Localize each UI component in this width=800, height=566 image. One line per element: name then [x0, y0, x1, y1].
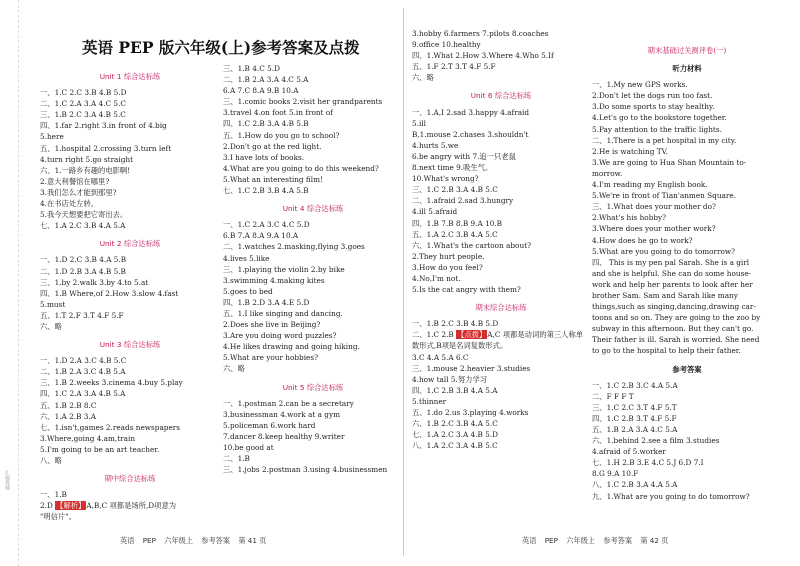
answer-line: 五、1.B 2.B 8.C — [40, 400, 97, 410]
answer-line: 2.Don't let the dogs run too fast. — [592, 91, 713, 101]
answer-line: 5.Pay attention to the traffic lights. — [592, 124, 722, 134]
answer-line: "明信片"。 — [40, 512, 76, 522]
answer-line: 一、1.B 2.C 3.B 4.B 5.D — [412, 319, 499, 329]
answer-line: 一、1.D 2.A 3.C 4.B 5.C — [40, 356, 127, 366]
answer-line: 六、略 — [412, 73, 434, 83]
answer-line: 五、1.I like singing and dancing. — [223, 308, 343, 318]
answer-line: 5.我今天想要把它寄出去。 — [40, 210, 128, 220]
footer-grade: 六年级上 — [566, 536, 595, 545]
answer-line: 一、1.C 2.A 3.C 4.C 5.D — [223, 220, 310, 230]
answer-line: to go to the hospital to help their father. — [592, 346, 741, 356]
side-note: 汇编教辅 — [4, 470, 10, 490]
answer-line-annotated — [412, 329, 590, 340]
answer-line: 4.turn right 5.go straight — [40, 154, 134, 164]
answer-line: 2.What's his hobby? — [592, 213, 667, 223]
answer-line: 4.afraid of 5.worker — [592, 447, 666, 457]
answer-line: 二、1.B 2.A 3.A 4.C 5.A — [223, 75, 309, 85]
answer-line: brother Sam. Sam and Sarah like many — [592, 290, 738, 300]
answer-line: 3.Do some sports to stay healthy. — [592, 102, 715, 112]
answer-line: 5.here — [40, 132, 64, 142]
answer-line: 二、F F F T — [592, 391, 634, 401]
answer-line: 3.swimming 4.making kites — [223, 275, 325, 285]
answer-line: 8.G 9.A 10.F — [592, 469, 639, 479]
answer-line: 3.我们怎么才能到那里? — [40, 187, 117, 197]
answer-line: 四、1.C 2.B 3.A 4.B 5.B — [223, 119, 309, 129]
answer-line: 五、1.How do you go to school? — [223, 130, 340, 140]
footer-subject: 英语 — [522, 536, 537, 545]
answer-line: 三、1.B 2.C 3.A 4.B 5.C — [40, 110, 126, 120]
answer-line: 七、1.A 2.C 3.B 4.A 5.A — [40, 221, 126, 231]
answer-line: 二、1.B — [223, 454, 250, 464]
answer-line: 10.be good at — [223, 443, 274, 452]
answer-line: 一、1.B — [40, 490, 67, 500]
answer-line: 一、1.D 2.C 3.B 4.A 5.B — [40, 255, 127, 265]
answer-line: 2.Does she live in Beijing? — [223, 320, 321, 330]
answer-line: things,such as singing,dancing,drawing car- — [592, 302, 756, 312]
answer-line: and she is helpful. She can do some house- — [592, 268, 752, 278]
answer-line: 5.ill — [412, 118, 426, 128]
answer-line: 4.ill 5.afraid — [412, 207, 458, 217]
answer-line: 二、1.watches 2.masking,flying 3.goes — [223, 242, 365, 252]
answer-line: 3.hobby 6.farmers 7.pilots 8.coaches — [412, 29, 549, 38]
answer-line: subway in this afternoon. But they can't go. — [592, 324, 754, 334]
footer-page: 第 41 页 — [238, 536, 267, 545]
footer-grade: 六年级上 — [164, 536, 193, 545]
subsection-heading: 参考答案 — [672, 364, 702, 374]
answer-line: 四、1.C 2.B 3.T 4.F 5.F — [592, 413, 677, 423]
answer-line: toons and so on. They are going to the zoo by — [592, 313, 761, 323]
answer-line: 三、1.What does your mother do? — [592, 202, 716, 212]
answer-line: 四、1.far 2.right 3.in front of 4.big — [40, 121, 167, 131]
section-heading: Unit 4 综合达标练 — [282, 204, 344, 214]
answer-line: 五、1.A 2.C 3.B 4.A 5.C — [412, 229, 498, 239]
answer-line: 3.Where,going 4.am,train — [40, 433, 136, 443]
answer-line: 二、1.afraid 2.sad 3.hungry — [412, 196, 514, 206]
answer-line: 五、1.hospital 2.crossing 3.turn left — [40, 143, 172, 153]
subsection-heading: 听力材料 — [672, 64, 702, 74]
column-3 — [412, 28, 590, 451]
answer-line-annotated — [40, 500, 220, 511]
answer-line: 二、1.C 2.A 3.A 4.C 5.C — [40, 99, 126, 109]
footer-kind: 参考答案 — [603, 536, 633, 545]
answer-line: 一、1.C 2.C 3.B 4.B 5.D — [40, 88, 127, 98]
answer-line: 5.What are your hobbies? — [223, 353, 319, 363]
footer-page: 第 42 页 — [640, 536, 669, 545]
answer-line: 7.dancer 8.keep healthy 9.writer — [223, 431, 345, 441]
section-heading: 期中综合达标练 — [104, 474, 156, 484]
answer-line: 4.lives 5.like — [223, 253, 270, 263]
answer-line: 9.office 10.healthy — [412, 40, 481, 50]
answer-line: 5.goes to bed — [223, 286, 273, 296]
answer-line: 6.be angry with 7.追一只老鼠 — [412, 151, 516, 161]
answer-line: 八、1.C 2.B 3.A 4.A 5.A — [592, 480, 678, 490]
answer-line: 3.Where does your mother work? — [592, 224, 716, 234]
answer-line: 4.I'm reading my English book. — [592, 180, 708, 190]
footer-edition: PEP — [142, 536, 156, 545]
answer-line: 六、1.一路乡有趣的电影啊! — [40, 165, 131, 175]
answer-line: 3.Are you doing word puzzles? — [223, 331, 337, 341]
answer-line: 六、1.A 2.B 3.A — [40, 411, 97, 421]
answer-line: 三、1.C 2.B 3.A 4.B 5.C — [412, 185, 498, 195]
answer-line: 五、1.F 2.T 3.T 4.F 5.F — [412, 62, 496, 72]
annotation-text: A,C 项都是动词的第三人称单 — [487, 330, 584, 340]
answer-line: 6.B 7.A 8.A 9.A 10.A — [223, 231, 299, 241]
answer-line: 3.businessman 4.work at a gym — [223, 409, 341, 419]
answer-line: 4.No,I'm not. — [412, 273, 461, 283]
answer-line: 2.Don't go at the red light. — [223, 141, 322, 151]
answer-line: 三、1.C 2.C 3.T 4.F 5.T — [592, 402, 677, 412]
answer-line: work and help her parents to look after her — [592, 279, 753, 289]
answer-line: 5.I'm going to be an art teacher. — [40, 444, 160, 454]
answer-line: 六、略 — [223, 364, 245, 374]
answer-line: 5.Is the cat angry with them? — [412, 285, 521, 295]
answer-line: 5.What an interesting film! — [223, 174, 323, 184]
answer-line: 5.What are you going to do tomorrow? — [592, 246, 736, 256]
answer-line: 三、1.B 4.C 5.D — [223, 64, 280, 73]
answer-line: 八、1.A 2.C 3.A 4.B 5.C — [412, 441, 498, 451]
page-title: 英语 PEP 版六年级(上)参考答案及点拨 — [82, 38, 360, 57]
answer-line: 四、1.C 2.B 3.B 4.A 5.A — [412, 385, 498, 395]
answer-line: 4.在书店处左转。 — [40, 199, 99, 209]
annotation-text: A,B,C 项都是场所,D项意为 — [86, 501, 177, 511]
answer-line: 五、1.do 2.us 3.playing 4.works — [412, 408, 529, 417]
answer-line: 6.A 7.C 8.A 9.B 10.A — [223, 86, 299, 96]
answer-line: 九、1.What are you going to do tomorrow? — [592, 491, 750, 501]
answer-line: 3.travel 4.on foot 5.in front of — [223, 108, 333, 118]
answer-line: 三、1.mouse 2.heavier 3.studies — [412, 363, 531, 373]
answer-line: 4.He likes drawing and going hiking. — [223, 342, 360, 352]
answer-line: 3.I have lots of books. — [223, 152, 305, 162]
answer-line: 5.policeman 6.work hard — [223, 420, 316, 430]
answer-line: 三、1.comic books 2.visit her grandparents — [223, 97, 383, 107]
answer-line: 一、1.My new GPS works. — [592, 80, 688, 90]
annotation-badge: 【解析】 — [56, 501, 86, 511]
footer-right — [522, 536, 674, 546]
footer-subject: 英语 — [120, 536, 135, 545]
answer-line: 四、1.B 7.B 8.B 9.A 10.B — [412, 218, 503, 228]
answer-line: 4.hurts 5.we — [412, 140, 459, 150]
section-heading: 期末基础过关测评卷(一) — [647, 46, 727, 55]
column-1 — [40, 64, 220, 522]
answer-line: 六、1.What's the cartoon about? — [412, 240, 531, 250]
binding-line — [18, 0, 19, 566]
answer-line: 一、1.A,I 2.sad 3.happy 4.afraid — [412, 107, 530, 117]
answer-line: 数形式,B项是名词复数形式。 — [412, 341, 508, 351]
answer-line: 六、1.B 2.C 3.B 4.A 5.C — [412, 419, 498, 429]
answer-line: 八、略 — [40, 456, 62, 465]
answer-line: B,1.mouse 2.chases 3.shouldn't — [412, 129, 529, 139]
answer-line: 四、 This is my pen pal Sarah. She is a girl — [592, 257, 750, 267]
answer-text: 2.D — [40, 501, 56, 511]
answer-line: 一、1.C 2.B 3.C 4.A 5.A — [592, 380, 678, 390]
answer-line: 六、1.behind 2.see a film 3.studies — [592, 436, 720, 446]
answer-line: 六、略 — [40, 321, 62, 331]
answer-line: 3.How do you feel? — [412, 262, 483, 272]
answer-line: 七、1.isn't,games 2.reads newspapers — [40, 422, 181, 432]
answer-line: 三、1.B 2.weeks 3.cinema 4.buy 5.play — [40, 378, 183, 388]
answer-line: 8.next time 9.吸生气。 — [412, 163, 493, 173]
answer-line: 三、1.by 2.walk 3.by 4.to 5.at — [40, 277, 149, 287]
section-heading: Unit 3 综合达标练 — [99, 340, 161, 350]
section-heading: Unit 6 综合达标练 — [470, 91, 532, 101]
footer-edition: PEP — [544, 536, 558, 545]
page-divider — [403, 8, 404, 556]
footer-kind: 参考答案 — [201, 536, 231, 545]
answer-line: 四、1.B Where,of 2.How 3.slow 4.fast — [40, 288, 179, 298]
section-heading: 期末综合达标练 — [475, 303, 527, 313]
annotation-badge: 【点拨】 — [457, 330, 487, 340]
answer-line: 3.We are going to Hua Shan Mountain to- — [592, 157, 747, 167]
answer-line: 5.We're in front of Tian'anmen Square. — [592, 191, 737, 201]
answer-line: 二、1.D 2.B 3.A 4.B 5.B — [40, 266, 126, 276]
answer-line: 四、1.C 2.A 3.A 4.B 5.A — [40, 389, 126, 399]
answer-line: morrow. — [592, 168, 623, 178]
answer-line: 2.They hurt people. — [412, 251, 485, 261]
answer-text: 二、1.C 2.B — [412, 330, 457, 340]
answer-line: 5.must — [40, 299, 66, 309]
footer-left — [120, 536, 272, 546]
answer-line: Their father is ill. Sarah is worried. She need — [592, 335, 760, 345]
column-2 — [223, 63, 403, 475]
answer-line: 二、1.There is a pet hospital in my city. — [592, 135, 737, 145]
answer-line: 5.thinner — [412, 396, 447, 406]
answer-line: 3.C 4.A 5.A 6.C — [412, 352, 469, 362]
answer-line: 四、1.What 2.How 3.Where 4.Who 5.If — [412, 51, 554, 61]
answer-line: 4.how tall 5.努力学习 — [412, 374, 488, 384]
answer-line: 七、1.H 2.B 3.E 4.C 5.J 6.D 7.I — [592, 458, 704, 468]
answer-line: 4.What are you going to do this weekend? — [223, 163, 379, 173]
section-heading: Unit 2 综合达标练 — [99, 239, 161, 249]
section-heading: Unit 5 综合达标练 — [282, 382, 344, 392]
answer-line: 4.How does he go to work? — [592, 235, 693, 245]
section-heading: Unit 1 综合达标练 — [99, 72, 161, 81]
answer-line: 三、1.playing the violin 2.by bike — [223, 264, 345, 274]
answer-line: 10.What's wrong? — [412, 174, 479, 184]
answer-line: 三、1.jobs 2.postman 3.using 4.businessmen — [223, 465, 388, 475]
answer-line: 七、1.C 2.B 3.B 4.A 5.B — [223, 186, 309, 196]
answer-line: 2.He is watching TV. — [592, 146, 668, 156]
answer-line: 七、1.A 2.C 3.A 4.B 5.D — [412, 430, 499, 440]
answer-line: 五、1.T 2.F 3.T 4.F 5.F — [40, 310, 124, 320]
answer-line: 4.Let's go to the bookstore together. — [592, 113, 727, 123]
column-4 — [592, 38, 782, 502]
answer-line: 二、1.B 2.A 3.C 4.B 5.A — [40, 367, 126, 377]
answer-line: 2.意大利餐馆在哪里? — [40, 176, 110, 186]
answer-line: 一、1.postman 2.can be a secretary — [223, 398, 354, 408]
answer-line: 四、1.B 2.D 3.A 4.E 5.D — [223, 297, 310, 307]
answer-line: 五、1.B 2.A 3.A 4.C 5.A — [592, 425, 678, 434]
